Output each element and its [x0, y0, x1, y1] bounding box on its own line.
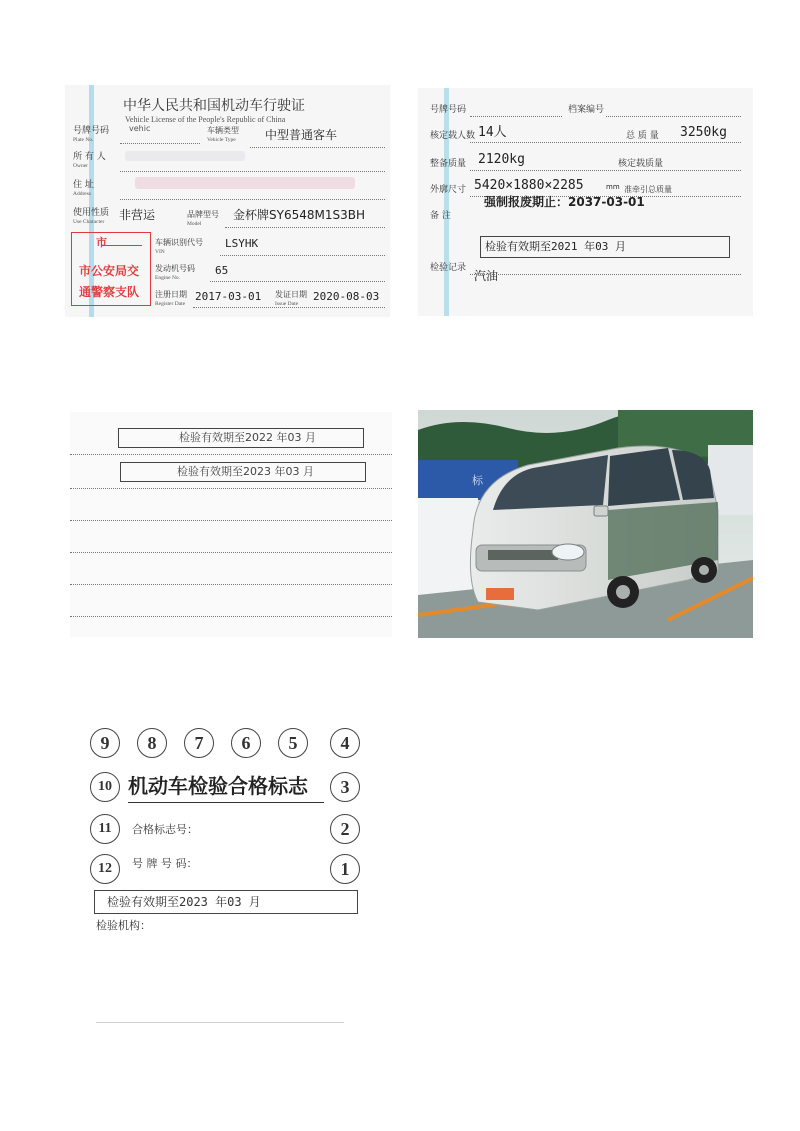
month-12-circle: 12 — [90, 854, 120, 884]
inspection-pass-sticker — [76, 718, 378, 968]
inspection-validity-box — [480, 236, 730, 258]
owner-line — [120, 171, 385, 172]
vin-label: 车辆识别代号 — [155, 238, 203, 247]
issue-date-label-en: Issue Date — [275, 301, 299, 307]
engine-value: 65 — [215, 264, 229, 277]
model-value: 金杯牌SY6548M1S3BH — [233, 208, 365, 222]
sticker-bottom-line — [96, 1022, 344, 1023]
inspection-stamp-2023 — [120, 462, 366, 482]
register-date-label: 注册日期 — [155, 290, 187, 299]
month-9-circle: 9 — [90, 728, 120, 758]
vehicle-type-label: 车辆类型 — [207, 126, 239, 135]
plate-label-en: Plate No. — [73, 137, 94, 143]
record-line-2 — [70, 488, 392, 489]
record-line-3 — [70, 520, 392, 521]
month-6-circle: 6 — [231, 728, 261, 758]
rear-hub — [699, 565, 709, 575]
address-redacted — [135, 177, 355, 189]
sticker-validity-text: 检验有效期至2023 年03 月 — [107, 895, 261, 909]
towing-mass-label: 准牵引总质量 — [624, 185, 672, 194]
blue-strip-decoration — [444, 88, 449, 316]
minibus-illustration — [418, 410, 753, 638]
dimensions-unit: mm — [606, 183, 620, 191]
register-date-value: 2017-03-01 — [195, 290, 262, 303]
sticker-title: 机动车检验合格标志 — [128, 774, 308, 798]
front-hub — [616, 585, 630, 599]
record-line — [470, 274, 741, 275]
sticker-validity-box — [94, 890, 358, 914]
use-label-en: Use Character — [73, 219, 105, 225]
sticker-plate-label: 号 牌 号 码： — [132, 857, 198, 870]
address-line — [120, 199, 385, 200]
inspection-record-label: 检验记录 — [430, 263, 467, 273]
month-4-circle: 4 — [330, 728, 360, 758]
side-window — [608, 448, 680, 506]
inspection-2022-text: 检验有效期至2022 年03 月 — [179, 431, 316, 444]
plate-label: 号牌号码 — [73, 126, 110, 136]
license-secondary-page — [418, 88, 753, 316]
vehicle-photo — [418, 410, 753, 638]
license-title: 中华人民共和国机动车行驶证 — [123, 98, 305, 114]
curb-mass-value: 2120kg — [478, 152, 525, 167]
engine-label: 发动机号码 — [155, 264, 195, 273]
vehicle-type-value: 中型普通客车 — [265, 128, 338, 142]
capacity-value: 14人 — [478, 125, 507, 140]
record-line-1 — [70, 454, 392, 455]
inspection-stamp-2022 — [118, 428, 364, 448]
total-mass-label: 总 质 量 — [626, 131, 659, 141]
inspection-2023-text: 检验有效期至2023 年03 月 — [177, 465, 314, 478]
engine-line — [210, 281, 385, 282]
issue-date-value: 2020-08-03 — [313, 290, 380, 303]
plate-line — [470, 116, 562, 117]
model-label: 品牌型号 — [187, 210, 219, 219]
register-date-label-en: Register Date — [155, 301, 186, 307]
month-2-circle: 2 — [330, 814, 360, 844]
total-mass-value: 3250kg — [680, 125, 727, 140]
owner-redacted — [125, 151, 245, 161]
vin-value: LSYHK — [225, 237, 259, 250]
cert-number-label: 合格标志号： — [132, 823, 198, 836]
month-10-circle: 10 — [90, 772, 120, 802]
remarks-label: 备 注 — [430, 211, 451, 221]
vehicle-type-line — [250, 147, 385, 148]
month-7-circle: 7 — [184, 728, 214, 758]
license-plate — [486, 588, 514, 600]
scrap-deadline: 强制报废期止：2037-03-01 — [484, 195, 645, 209]
date-line — [193, 307, 385, 308]
vin-label-en: VIN — [155, 249, 165, 255]
inspection-validity-text: 检验有效期至2021 年03 月 — [485, 240, 626, 253]
address-label-en: Address — [73, 191, 92, 197]
month-8-circle: 8 — [137, 728, 167, 758]
inspection-agency-label: 检验机构： — [96, 919, 151, 932]
plate-value: vehic — [129, 124, 151, 133]
address-label: 住 址 — [73, 180, 94, 190]
model-label-en: Model — [187, 221, 202, 227]
capacity-line — [470, 142, 741, 143]
stamp-line-1: 市公安局交 — [79, 264, 140, 278]
sticker-title-underline — [128, 802, 324, 803]
owner-label-en: Owner — [73, 163, 88, 169]
month-5-circle: 5 — [278, 728, 308, 758]
model-line — [225, 227, 385, 228]
capacity-label: 核定载人数 — [430, 131, 476, 141]
stamp-divider — [102, 245, 142, 246]
record-line-4 — [70, 552, 392, 553]
side-mirror — [594, 506, 608, 516]
file-number-label: 档案编号 — [568, 105, 605, 115]
plate-label: 号牌号码 — [430, 105, 467, 115]
grille — [488, 550, 558, 560]
headlight — [552, 544, 584, 560]
license-title-en: Vehicle License of the People's Republic of China — [125, 115, 286, 124]
owner-label: 所 有 人 — [73, 152, 106, 162]
curb-mass-label: 整备质量 — [430, 159, 467, 169]
dimensions-value: 5420×1880×2285 — [474, 178, 584, 193]
use-value: 非营运 — [119, 208, 156, 222]
fuel-type: 汽油 — [474, 269, 499, 283]
police-stamp — [71, 232, 151, 306]
month-11-circle: 11 — [90, 814, 120, 844]
record-line-5 — [70, 584, 392, 585]
month-1-circle: 1 — [330, 854, 360, 884]
vin-line — [220, 255, 385, 256]
record-line-6 — [70, 616, 392, 617]
month-3-circle: 3 — [330, 772, 360, 802]
plate-line — [120, 143, 200, 144]
stamp-line-2: 通警察支队 — [79, 285, 140, 299]
dimensions-label: 外廓尺寸 — [430, 185, 467, 195]
file-number-line — [606, 116, 741, 117]
issue-date-label: 发证日期 — [275, 290, 307, 299]
inspection-record-page — [70, 412, 392, 637]
engine-label-en: Engine No. — [155, 275, 181, 281]
stamp-top-text: 市 — [96, 236, 107, 249]
use-label: 使用性质 — [73, 208, 110, 218]
curb-line — [470, 170, 741, 171]
blue-sign-text: 标 — [472, 474, 483, 487]
vehicle-type-label-en: Vehicle Type — [207, 137, 236, 143]
license-main-page — [65, 85, 390, 317]
rated-load-label: 核定载质量 — [618, 159, 664, 169]
months-top-row — [86, 728, 376, 760]
